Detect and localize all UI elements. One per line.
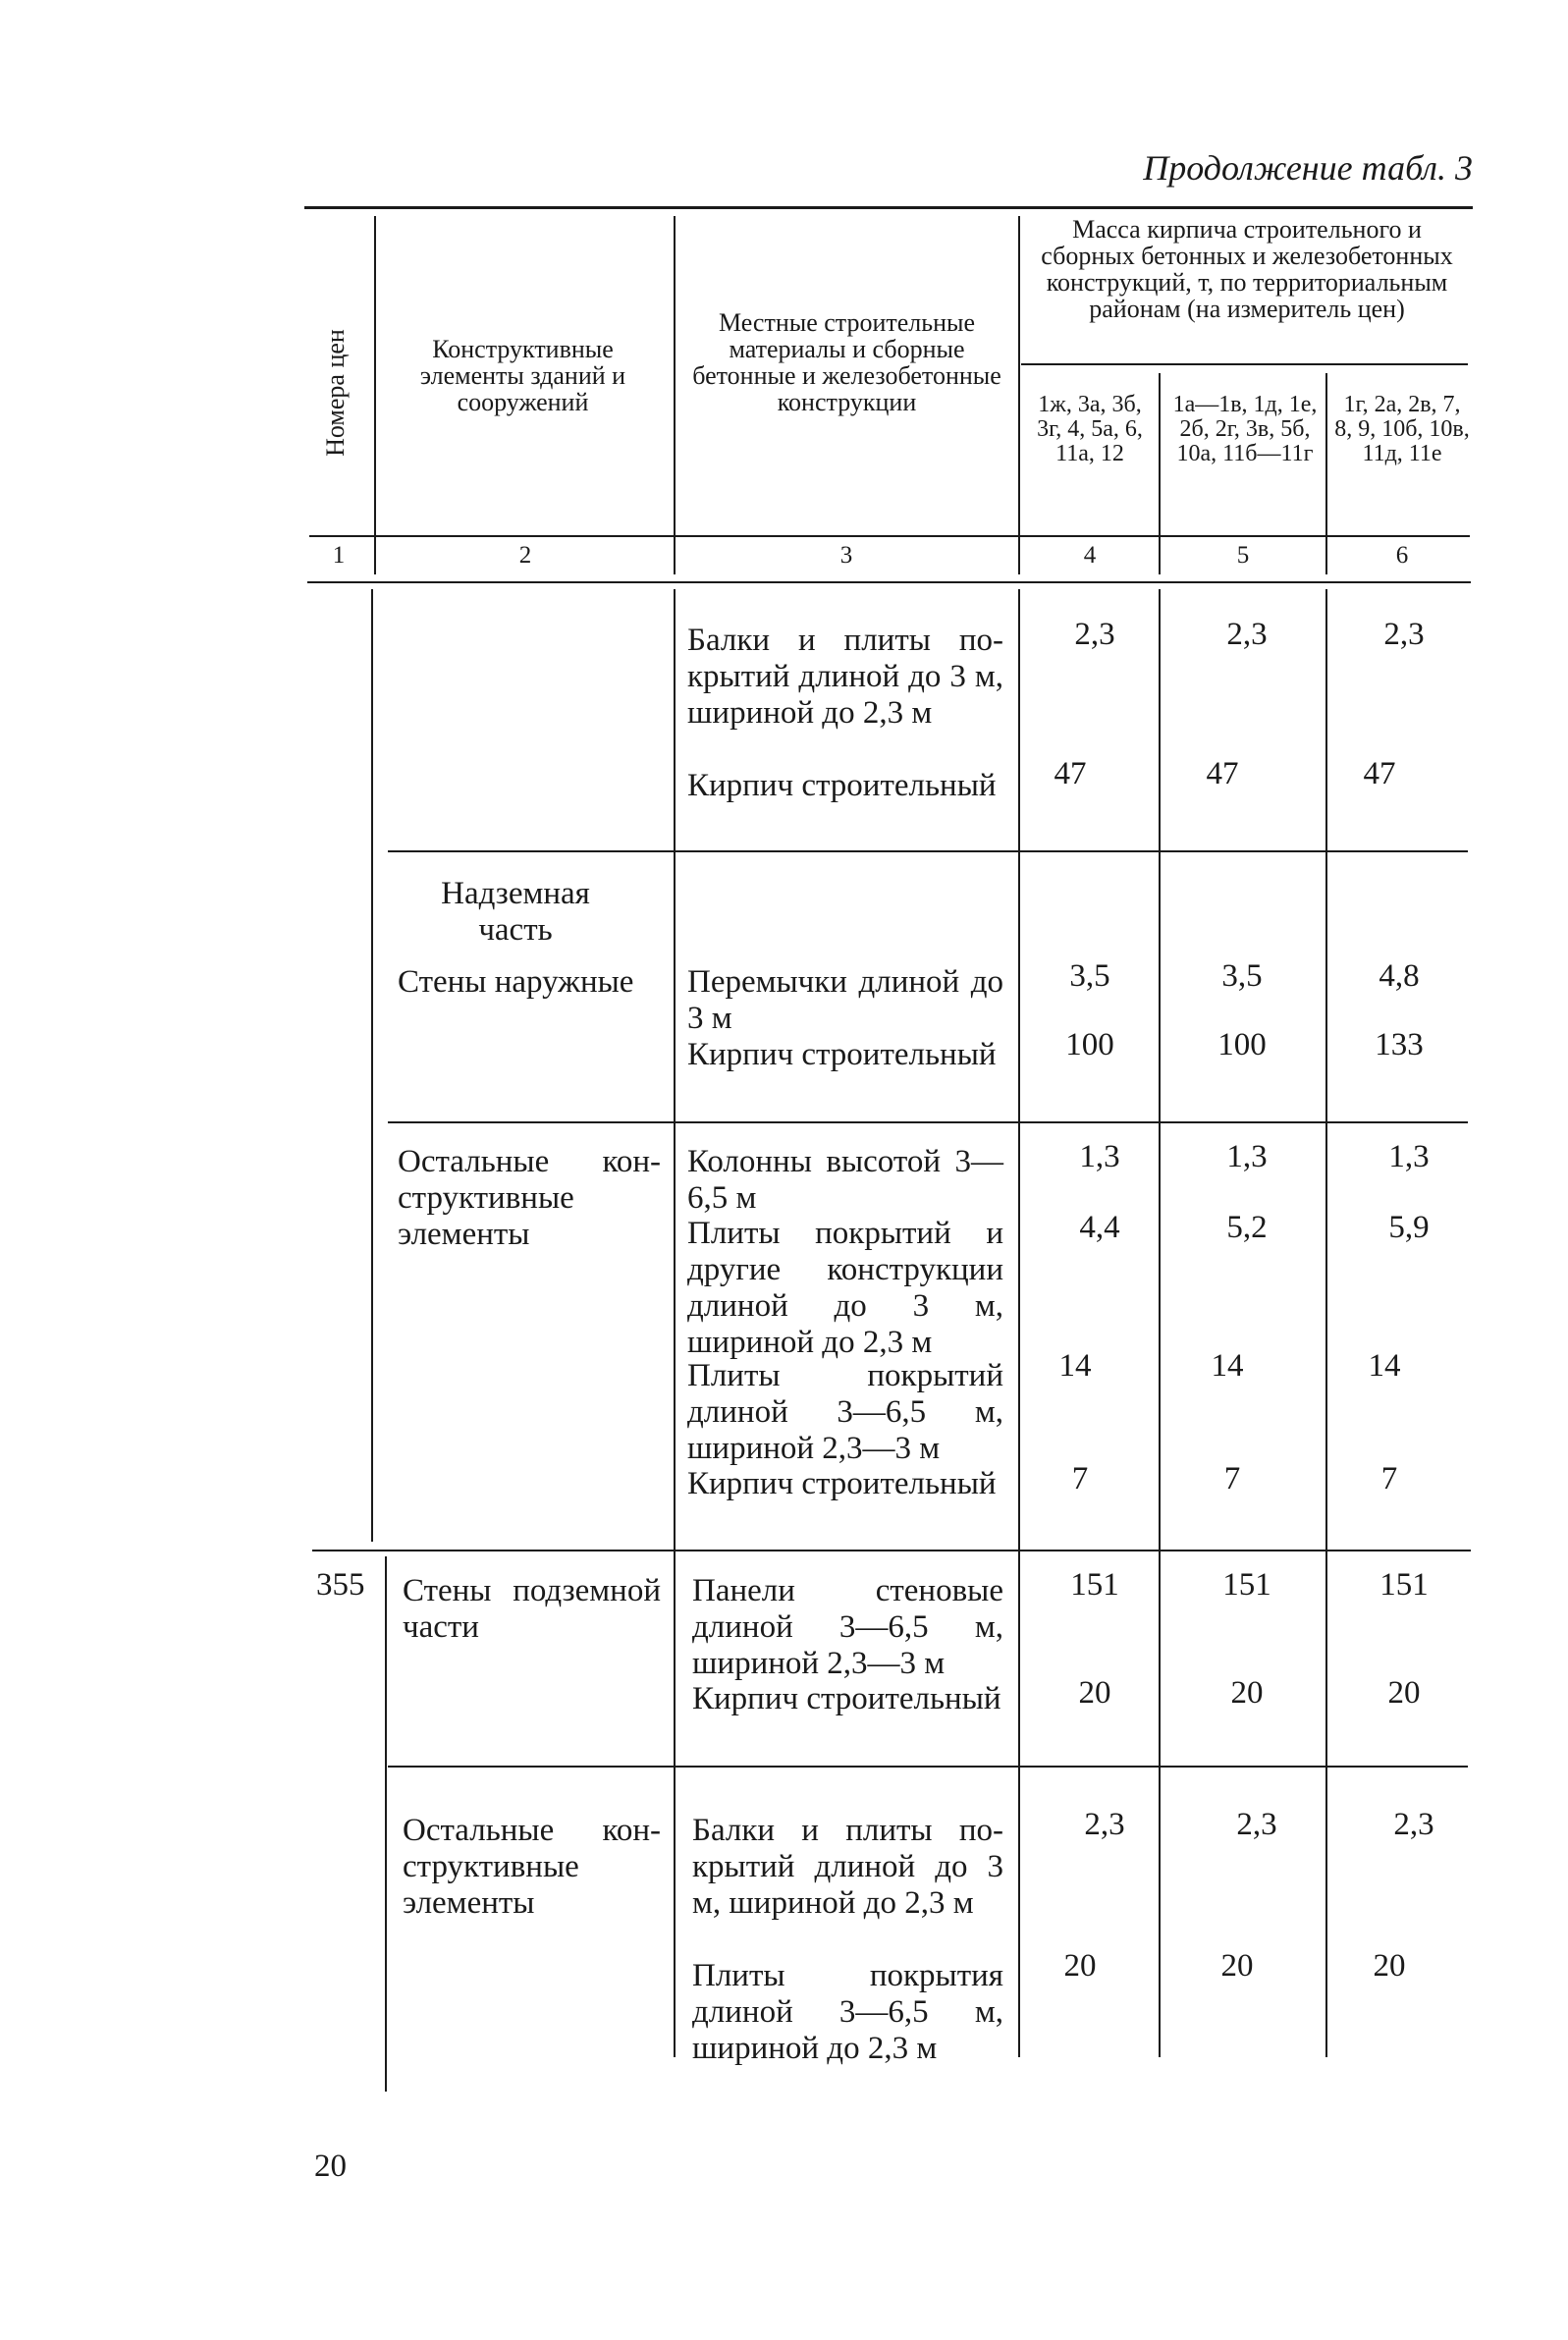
group-rule <box>312 1550 1471 1551</box>
value-cell: 2,3 <box>1084 1807 1125 1842</box>
header-bottom-rule <box>307 581 1471 583</box>
material-name: Плиты покрытий и другие конструкции длиной до 3 м, шириной до 2,3 м <box>687 1216 1003 1360</box>
colnum-divider <box>674 540 676 574</box>
value-cell: 1,3 <box>1388 1139 1430 1174</box>
page-number: 20 <box>314 2149 347 2184</box>
value-cell: 20 <box>1063 1948 1097 1984</box>
header-divider <box>1159 373 1161 540</box>
header-construction-elements: Конструктивные элементы зданий и сооружений <box>419 335 626 416</box>
header-divider <box>1018 216 1020 540</box>
material-name: Колонны высотой 3—6,5 м <box>687 1144 1003 1216</box>
body-divider <box>674 589 676 2057</box>
header-top-rule <box>304 206 1473 209</box>
material-name: Плиты покрытия длиной 3—6,5 м, шириной до 2,3 м <box>692 1958 1003 2066</box>
value-cell: 1,3 <box>1226 1139 1268 1174</box>
header-local-materials: Местные строительные материалы и сборные бетонные и железобетонные конструкции <box>692 308 1001 416</box>
value-cell: 100 <box>1065 1027 1114 1062</box>
price-number: 355 <box>316 1567 365 1603</box>
group-rule <box>388 1121 1468 1123</box>
material-name: Плиты покрытий длиной 3—6,5 м, шириной 2,3—3 м <box>687 1358 1003 1466</box>
value-cell: 2,3 <box>1393 1807 1434 1842</box>
value-cell: 151 <box>1222 1567 1271 1603</box>
material-name: Балки и плиты покрытий длиной до 3 м, шириной до 2,3 м <box>687 623 1003 731</box>
material-name: Панели стеновые длиной 3—6,5 м, шириной 2,3—3 м <box>692 1573 1003 1681</box>
value-cell: 20 <box>1078 1675 1111 1711</box>
colnum-top-rule <box>309 535 1470 537</box>
material-name: Перемычки длиной до 3 м <box>687 964 1003 1036</box>
colnum-divider <box>374 540 376 574</box>
section-heading: Надземная часть <box>441 876 590 948</box>
material-name: Кирпич строительный <box>687 1037 997 1072</box>
value-cell: 5,2 <box>1226 1210 1268 1245</box>
construction-element: Стены подземной части <box>403 1573 661 1645</box>
value-cell: 20 <box>1373 1948 1406 1984</box>
value-cell: 7 <box>1380 1461 1398 1497</box>
colnum-divider <box>1159 540 1161 574</box>
construction-element: Остальные конструктивные элементы <box>398 1144 661 1252</box>
value-cell: 47 <box>1363 756 1396 791</box>
value-cell: 4,8 <box>1379 958 1420 994</box>
value-cell: 7 <box>1071 1461 1089 1497</box>
header-region-col6: 1г, 2а, 2в, 7, 8, 9, 10б, 10в, 11д, 11е <box>1334 392 1470 466</box>
body-divider <box>371 589 373 1542</box>
value-cell: 100 <box>1217 1027 1267 1062</box>
body-divider <box>1018 589 1020 2057</box>
header-divider <box>1325 373 1327 540</box>
value-cell: 47 <box>1054 756 1087 791</box>
value-cell: 2,3 <box>1226 617 1268 652</box>
header-divider <box>674 216 676 540</box>
value-cell: 47 <box>1206 756 1239 791</box>
header-price-number: Номера цен <box>321 329 350 457</box>
header-region-col5: 1а—1в, 1д, 1е, 2б, 2г, 3в, 5б, 10а, 11б—11г <box>1172 392 1318 466</box>
value-cell: 14 <box>1058 1348 1092 1384</box>
group-rule <box>388 850 1468 852</box>
construction-element: Остальные конструктивные элементы <box>403 1813 661 1921</box>
value-cell: 4,4 <box>1079 1210 1120 1245</box>
header-subrule <box>1021 363 1468 365</box>
value-cell: 20 <box>1230 1675 1264 1711</box>
column-number: 2 <box>518 542 532 569</box>
column-number: 3 <box>839 542 853 569</box>
value-cell: 151 <box>1070 1567 1119 1603</box>
header-region-col4: 1ж, 3а, 3б, 3г, 4, 5а, 6, 11а, 12 <box>1037 392 1143 466</box>
colnum-divider <box>1325 540 1327 574</box>
column-number: 4 <box>1083 542 1097 569</box>
value-cell: 2,3 <box>1074 617 1115 652</box>
material-name: Балки и плиты покрытий длиной до 3 м, шириной до 2,3 м <box>692 1813 1003 1921</box>
value-cell: 5,9 <box>1388 1210 1430 1245</box>
column-number: 6 <box>1395 542 1409 569</box>
value-cell: 3,5 <box>1069 958 1110 994</box>
material-name: Кирпич строительный <box>692 1681 1001 1716</box>
value-cell: 14 <box>1211 1348 1244 1384</box>
body-divider <box>1325 589 1327 2057</box>
header-divider <box>374 216 376 540</box>
value-cell: 151 <box>1379 1567 1429 1603</box>
value-cell: 7 <box>1223 1461 1241 1497</box>
column-number: 5 <box>1236 542 1250 569</box>
value-cell: 1,3 <box>1079 1139 1120 1174</box>
material-name: Кирпич строительный <box>687 1466 997 1501</box>
value-cell: 133 <box>1375 1027 1424 1062</box>
value-cell: 2,3 <box>1383 617 1425 652</box>
value-cell: 20 <box>1387 1675 1421 1711</box>
header-mass: Масса кирпича строительного и сборных бетонных и железобетонных конструкций, т, по территориальным районам (на измеритель цен) <box>1041 215 1453 323</box>
colnum-divider <box>1018 540 1020 574</box>
table-caption: Продолжение табл. 3 <box>1143 148 1473 188</box>
body-divider <box>385 1556 387 2092</box>
value-cell: 20 <box>1220 1948 1254 1984</box>
group-rule <box>388 1766 1468 1768</box>
value-cell: 3,5 <box>1221 958 1263 994</box>
value-cell: 2,3 <box>1236 1807 1277 1842</box>
construction-element: Стены наружные <box>398 964 634 1000</box>
material-name: Кирпич строительный <box>687 768 997 803</box>
column-number: 1 <box>332 542 346 569</box>
value-cell: 14 <box>1368 1348 1401 1384</box>
